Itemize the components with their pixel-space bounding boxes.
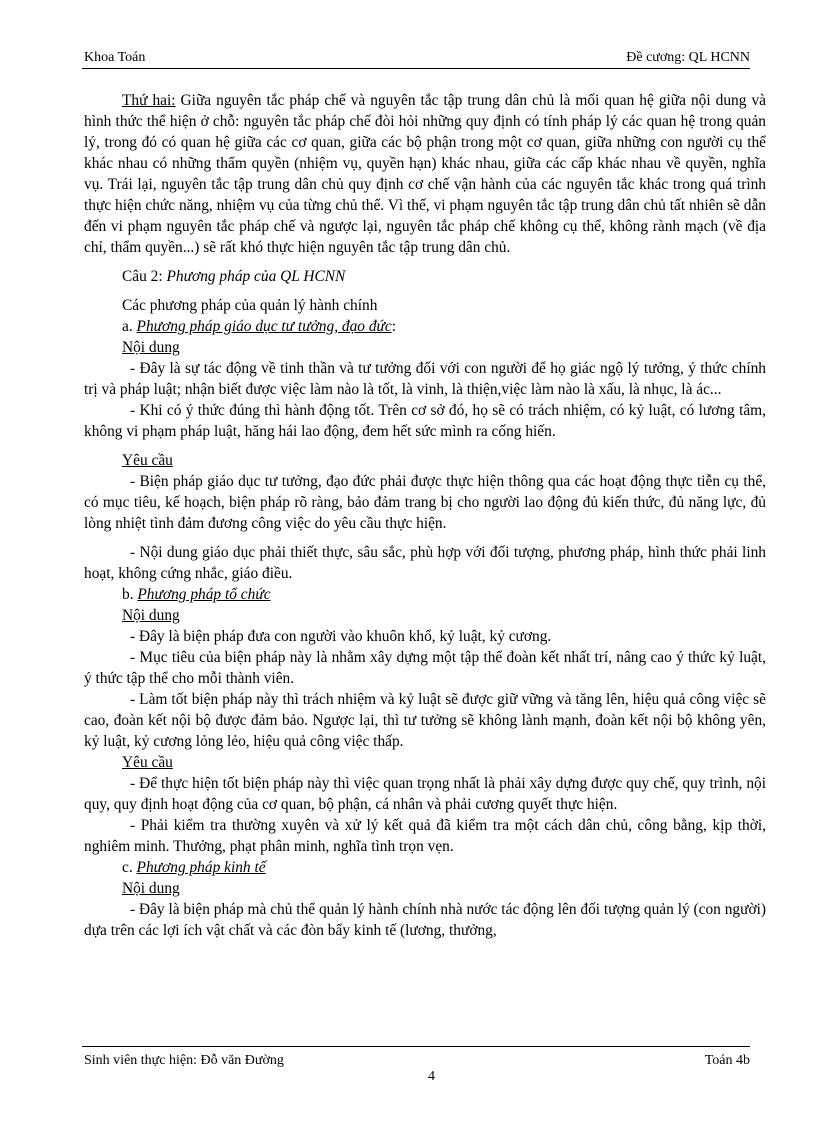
paragraph-text: Giữa nguyên tắc pháp chế và nguyên tắc tập trung dân chủ là mối quan hệ giữa nội dung và hình thức thể hiện ở chỗ: nguyên tắc pháp chế đòi hỏi những quy định có tính pháp lý các quan hệ trong quản lý, trong đó có quan hệ giữa các cơ quan, giữa các bộ phận trong một cơ quan, giữa những con người cụ thể khác nhau có những thẩm quyền (nhiệm vụ, quyền hạn) khác nhau, giữa các cấp khác nhau về quyền, nghĩa vụ. Trái lại, nguyên tắc tập trung dân chủ quy định cơ chế vận hành của các nguyên tắc khác trong quá trình thực hiện chức năng, nhiệm vụ của từng chủ thể. Vì thế, vi phạm nguyên tắc tập trung dân chủ tất nhiên sẽ dẫn đến vi phạm nguyên tắc pháp chế và ngược lại, nguyên tắc pháp chế không cụ thể, không rành mạch (về địa chỉ, thẩm quyền...) sẽ rất khó thực hiện nguyên tắc tập trung dân chủ. (84, 92, 766, 256)
method-b-content-item: - Mục tiêu của biện pháp này là nhằm xây dựng một tập thể đoàn kết nhất trí, nâng cao ý thức kỷ luật, ý thức tập thể cho mỗi thành viên. (84, 649, 766, 687)
question-heading (84, 266, 766, 287)
method-a-heading (84, 316, 766, 337)
header-department: Khoa Toán (84, 50, 146, 65)
method-c-heading (84, 857, 766, 878)
page-number: 4 (428, 1069, 435, 1084)
method-a-content-item: - Khi có ý thức đúng thì hành động tốt. Trên cơ sở đó, họ sẽ có trách nhiệm, có kỷ luật, có lương tâm, không vi phạm pháp luật, hăng hái lao động, đem hết sức mình ra cống hiến. (84, 402, 766, 440)
footer-author: Sinh viên thực hiện: Đỗ văn Đường (84, 1053, 284, 1068)
method-b-content-label: Nội dung (122, 607, 180, 624)
paragraph-lead-label: Thứ hai: (122, 92, 176, 109)
methods-intro: Các phương pháp của quản lý hành chính (122, 297, 378, 314)
method-a-requirement-label: Yêu cầu (122, 452, 173, 469)
method-b-requirement-item: - Phải kiểm tra thường xuyên và xử lý kết quả đã kiểm tra một cách dân chủ, công bằng, kịp thời, nghiêm minh. Thưởng, phạt phân minh, nghĩa tình trọn vẹn. (84, 817, 766, 855)
footer-class: Toán 4b (704, 1053, 750, 1068)
method-c-prefix: c. (122, 859, 133, 876)
method-a-requirement-item: - Biện pháp giáo dục tư tưởng, đạo đức phải được thực hiện thông qua các hoạt động thực tiễn cụ thể, có mục tiêu, kế hoạch, biện pháp rõ ràng, bảo đảm trang bị cho người lao động đủ kiến thức, đủ năng lực, đủ lòng nhiệt tình đảm đương công việc do yêu cầu thực hiện. (84, 473, 766, 532)
method-c-title: Phương pháp kinh tế (136, 859, 266, 876)
method-b-requirement-label: Yêu cầu (122, 754, 173, 771)
method-b-requirement-item: - Để thực hiện tốt biện pháp này thì việc quan trọng nhất là phải xây dựng được quy chế, quy trình, nội quy, quy định hoạt động của cơ quan, bộ phận, cá nhân và phải cương quyết thực hiện. (84, 775, 766, 813)
question-label: Câu 2: (122, 268, 163, 285)
header-document-title: Đề cương: QL HCNN (626, 50, 750, 65)
method-b-prefix: b. (122, 586, 134, 603)
page-header (82, 50, 750, 69)
method-b-content-item: - Làm tốt biện pháp này thì trách nhiệm và kỷ luật sẽ được giữ vững và tăng lên, hiệu quả công việc sẽ cao, đoàn kết nội bộ được đảm bảo. Ngược lại, thì tư tưởng sẽ không lành mạnh, đoàn kết nội bộ không yên, kỷ luật, kỷ cương lỏng lẻo, hiệu quả công việc thấp. (84, 691, 766, 750)
method-a-title-suffix: : (391, 318, 397, 335)
method-a-content-item: - Đây là sự tác động về tinh thần và tư tưởng đối với con người để họ giác ngộ lý tưởng, ý thức chính trị và pháp luật; nhận biết được việc làm nào là tốt, là vinh, là thiện,việc làm nào là xấu, là nhục, là ác... (84, 360, 766, 398)
method-a-title: Phương pháp giáo dục tư tưởng, đạo đức (136, 318, 392, 335)
method-b-content-item: - Đây là biện pháp đưa con người vào khuôn khổ, kỷ luật, kỷ cương. (130, 628, 552, 645)
method-b-title: Phương pháp tổ chức (137, 586, 271, 603)
document-body (84, 90, 766, 941)
method-c-content-item: - Đây là biện pháp mà chủ thể quản lý hành chính nhà nước tác động lên đối tượng quản lý (con người) dựa trên các lợi ích vật chất và các đòn bẩy kinh tế (lương, thưởng, (84, 901, 766, 939)
page-footer (82, 1046, 750, 1087)
question-title: Phương pháp của QL HCNN (166, 268, 346, 285)
method-a-content-label: Nội dung (122, 339, 180, 356)
method-a-prefix: a. (122, 318, 133, 335)
method-c-content-label: Nội dung (122, 880, 180, 897)
method-b-heading (84, 584, 766, 605)
method-a-requirement-item: - Nội dung giáo dục phải thiết thực, sâu sắc, phù hợp với đối tượng, phương pháp, hình thức phải linh hoạt, không cứng nhắc, giáo điều. (84, 544, 766, 582)
paragraph-thu-hai (84, 90, 766, 258)
